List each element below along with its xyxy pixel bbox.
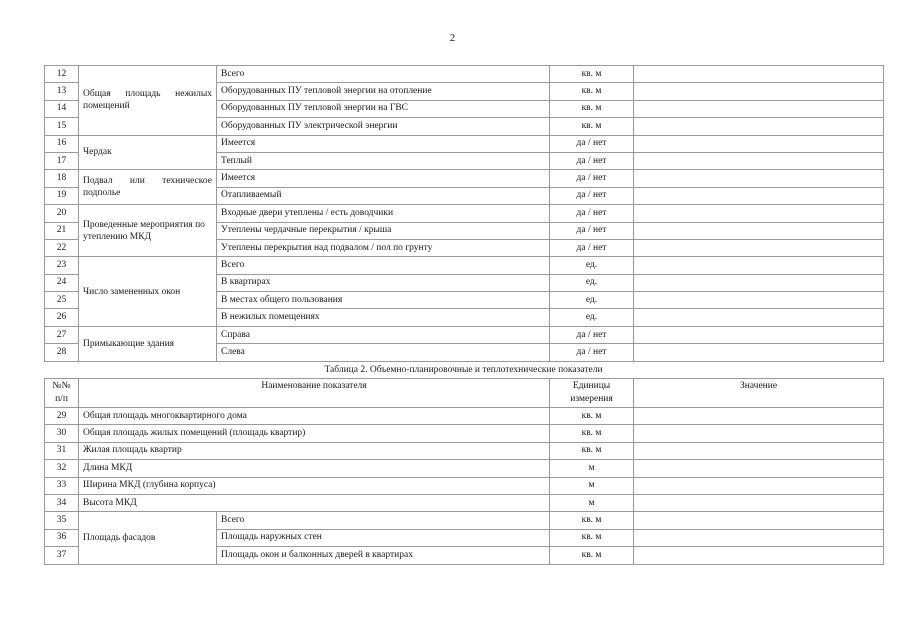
unit-of-measure: кв. м [550,83,634,100]
value-cell[interactable] [634,494,884,511]
unit-of-measure: кв. м [550,118,634,135]
value-cell[interactable] [634,442,884,459]
row-number: 19 [45,187,79,204]
value-cell[interactable] [634,408,884,425]
value-cell[interactable] [634,274,884,291]
indicator-name: Справа [217,326,550,343]
group-label: Проведенные мероприятия по утеплению МКД [79,205,217,257]
indicator-name: Теплый [217,152,550,169]
value-cell[interactable] [634,257,884,274]
table2-header-row [45,379,884,408]
indicator-name: В нежилых помещениях [217,309,550,326]
unit-of-measure: кв. м [550,100,634,117]
unit-of-measure: ед. [550,292,634,309]
indicator-name: В местах общего пользования [217,292,550,309]
row-number: 24 [45,274,79,291]
table-row [45,494,884,511]
row-number: 37 [45,547,79,564]
indicator-name: Жилая площадь квартир [79,442,550,459]
value-cell[interactable] [634,309,884,326]
indicator-name: Отапливаемый [217,187,550,204]
unit-of-measure: м [550,494,634,511]
table-row [45,460,884,477]
page-number: 2 [449,32,456,44]
header-number: №№ п/п [45,379,79,408]
group-label: Подвал или техническое подполье [79,170,217,205]
table-row [45,442,884,459]
unit-of-measure: м [550,460,634,477]
table-row [45,257,884,274]
indicator-name: Общая площадь многоквартирного дома [79,408,550,425]
table-row [45,477,884,494]
indicator-name: Всего [217,257,550,274]
row-number: 12 [45,66,79,83]
value-cell[interactable] [634,205,884,222]
unit-of-measure: ед. [550,257,634,274]
indicator-name: Утеплены чердачные перекрытия / крыша [217,222,550,239]
row-number: 33 [45,477,79,494]
unit-of-measure: да / нет [550,239,634,256]
unit-of-measure: ед. [550,274,634,291]
unit-of-measure: да / нет [550,205,634,222]
row-number: 20 [45,205,79,222]
indicator-name: Входные двери утеплены / есть доводчики [217,205,550,222]
row-number: 14 [45,100,79,117]
row-number: 13 [45,83,79,100]
row-number: 36 [45,529,79,546]
header-value: Значение [634,379,884,408]
header-units: Единицы измерения [550,379,634,408]
table-row [45,512,884,529]
value-cell[interactable] [634,100,884,117]
value-cell[interactable] [634,152,884,169]
value-cell[interactable] [634,239,884,256]
value-cell[interactable] [634,66,884,83]
value-cell[interactable] [634,222,884,239]
value-cell[interactable] [634,170,884,187]
indicator-name: Оборудованных ПУ тепловой энергии на отопление [217,83,550,100]
group-label: Примыкающие здания [79,326,217,361]
value-cell[interactable] [634,292,884,309]
row-number: 27 [45,326,79,343]
table-row [45,135,884,152]
unit-of-measure: да / нет [550,152,634,169]
row-number: 15 [45,118,79,135]
value-cell[interactable] [634,83,884,100]
value-cell[interactable] [634,529,884,546]
table-row [45,205,884,222]
row-number: 30 [45,425,79,442]
indicator-name: Утеплены перекрытия над подвалом / пол по грунту [217,239,550,256]
row-number: 21 [45,222,79,239]
table2-caption: Таблица 2. Объемно-планировочные и теплотехнические показатели [324,365,603,375]
value-cell[interactable] [634,512,884,529]
row-number: 18 [45,170,79,187]
indicator-name: Общая площадь жилых помещений (площадь квартир) [79,425,550,442]
unit-of-measure: кв. м [550,425,634,442]
indicator-name: Оборудованных ПУ электрической энергии [217,118,550,135]
unit-of-measure: ед. [550,309,634,326]
unit-of-measure: кв. м [550,547,634,564]
table-row [45,170,884,187]
indicator-name: Всего [217,512,550,529]
value-cell[interactable] [634,460,884,477]
indicator-name: Имеется [217,135,550,152]
unit-of-measure: кв. м [550,408,634,425]
unit-of-measure: кв. м [550,66,634,83]
unit-of-measure: кв. м [550,512,634,529]
unit-of-measure: да / нет [550,187,634,204]
header-indicator-name: Наименование показателя [79,379,550,408]
planning-thermal-indicators-table [44,378,884,565]
row-number: 35 [45,512,79,529]
value-cell[interactable] [634,547,884,564]
row-number: 25 [45,292,79,309]
indicator-name: Всего [217,66,550,83]
row-number: 26 [45,309,79,326]
indicator-name: Площадь окон и балконных дверей в квартирах [217,547,550,564]
unit-of-measure: да / нет [550,170,634,187]
unit-of-measure: да / нет [550,135,634,152]
indicator-name: Высота МКД [79,494,550,511]
row-number: 28 [45,344,79,361]
indicator-name: Оборудованных ПУ тепловой энергии на ГВС [217,100,550,117]
value-cell[interactable] [634,135,884,152]
indicator-name: Площадь наружных стен [217,529,550,546]
group-label: Площадь фасадов [79,512,217,564]
table-row [45,425,884,442]
unit-of-measure: да / нет [550,326,634,343]
group-label: Чердак [79,135,217,170]
value-cell[interactable] [634,425,884,442]
row-number: 23 [45,257,79,274]
building-parameters-table-continued [44,65,884,362]
indicator-name: Длина МКД [79,460,550,477]
row-number: 16 [45,135,79,152]
group-label: Число замененных окон [79,257,217,327]
indicator-name: Ширина МКД (глубина корпуса) [79,477,550,494]
value-cell[interactable] [634,344,884,361]
unit-of-measure: кв. м [550,529,634,546]
row-number: 17 [45,152,79,169]
unit-of-measure: кв. м [550,442,634,459]
value-cell[interactable] [634,477,884,494]
row-number: 22 [45,239,79,256]
table-row [45,326,884,343]
table-row [45,66,884,83]
row-number: 32 [45,460,79,477]
indicator-name: В квартирах [217,274,550,291]
table-row [45,408,884,425]
unit-of-measure: да / нет [550,222,634,239]
row-number: 29 [45,408,79,425]
indicator-name: Слева [217,344,550,361]
value-cell[interactable] [634,118,884,135]
indicator-name: Имеется [217,170,550,187]
row-number: 31 [45,442,79,459]
value-cell[interactable] [634,187,884,204]
row-number: 34 [45,494,79,511]
unit-of-measure: м [550,477,634,494]
group-label: Общая площадь нежилых помещений [79,66,217,136]
unit-of-measure: да / нет [550,344,634,361]
value-cell[interactable] [634,326,884,343]
